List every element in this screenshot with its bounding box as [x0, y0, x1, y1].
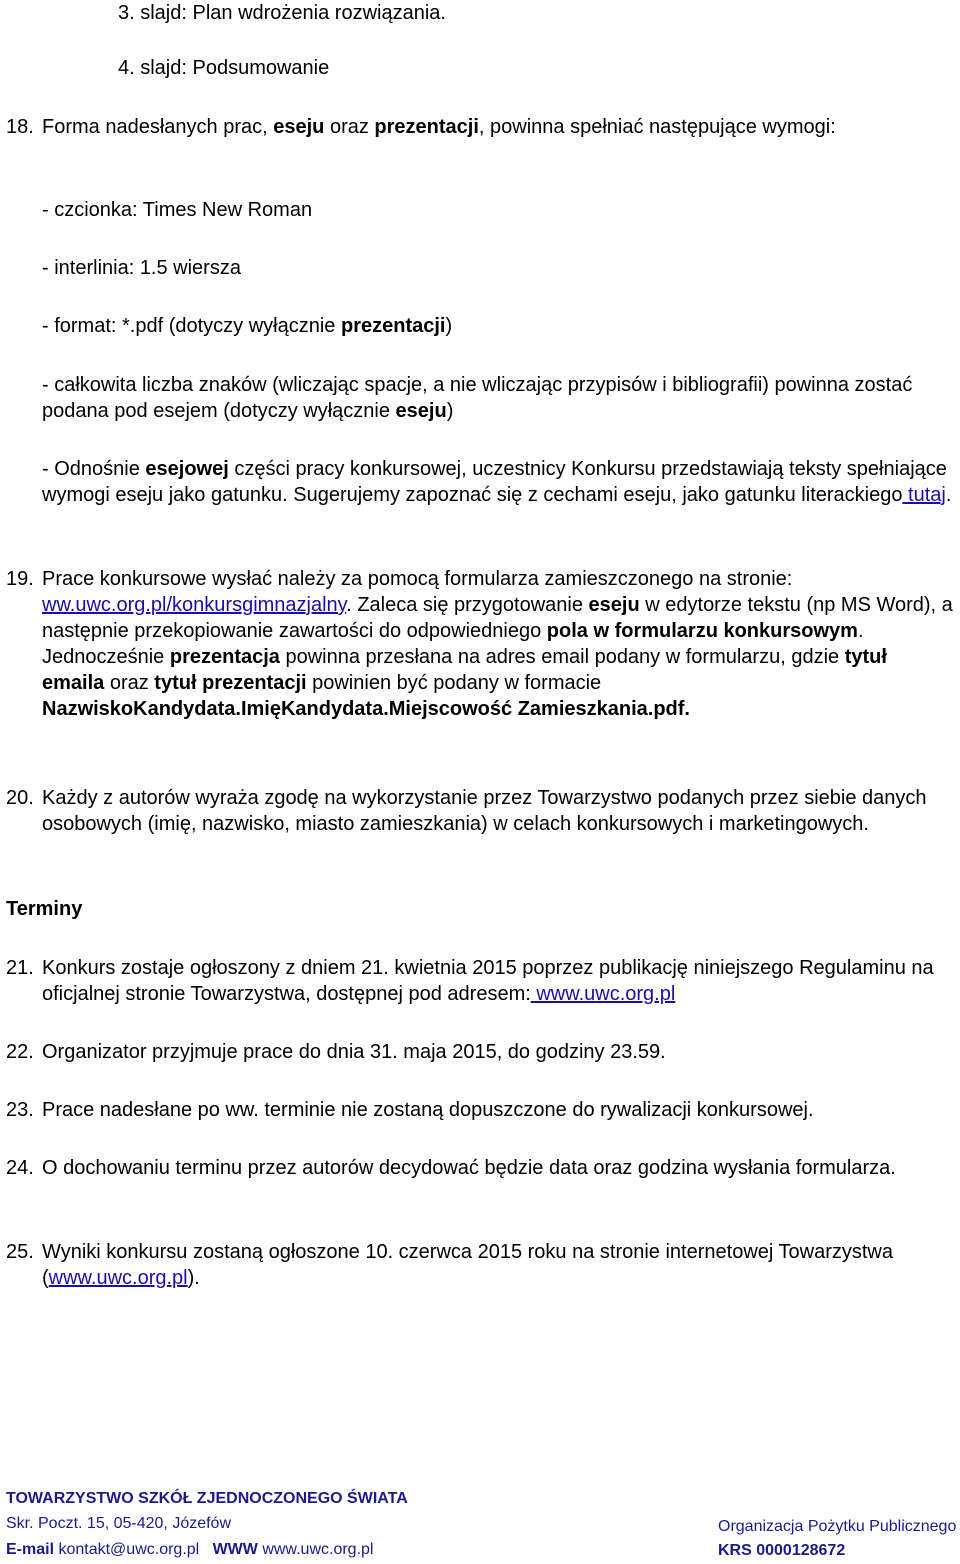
slide-item-3: 3. slajd: Plan wdrożenia rozwiązania. — [118, 2, 446, 24]
item-number-23: 23. — [6, 1099, 34, 1121]
requirement-format: - format: *.pdf (dotyczy wyłącznie prezentacji) — [42, 315, 453, 337]
footer-org-name: TOWARZYSTWO SZKÓŁ ZJEDNOCZONEGO ŚWIATA — [6, 1490, 408, 1507]
contest-form-link[interactable]: ww.uwc.org.pl/konkursgimnazjalny — [42, 594, 347, 616]
item-number-25: 25. — [6, 1241, 34, 1263]
slide-item-4: 4. slajd: Podsumowanie — [118, 57, 330, 79]
requirement-spacing: - interlinia: 1.5 wiersza — [42, 257, 241, 279]
footer-address: Skr. Poczt. 15, 05-420, Józefów — [6, 1515, 232, 1532]
essay-genre-link[interactable]: tutaj — [902, 484, 946, 506]
item-number-22: 22. — [6, 1041, 34, 1063]
item-number-24: 24. — [6, 1157, 34, 1179]
footer-www-link[interactable]: www.uwc.org.pl — [257, 1541, 374, 1558]
requirement-essay: - Odnośnie esejowej części pracy konkursowej, uczestnicy Konkursu przedstawiają teksty spełniające wymogi eseju jako gatunku. Sugerujemy zapoznać się z cechami eseju, jako gatunku literackiego tutaj. — [42, 458, 952, 506]
results-website-link[interactable]: www.uwc.org.pl — [48, 1267, 188, 1289]
item-number-20: 20. — [6, 787, 34, 809]
item-number-18: 18. — [6, 116, 34, 138]
item-22-text: Organizator przyjmuje prace do dnia 31. maja 2015, do godziny 23.59. — [42, 1041, 666, 1063]
requirement-font: - czcionka: Times New Roman — [42, 199, 313, 221]
item-21-text: Konkurs zostaje ogłoszony z dniem 21. kwietnia 2015 poprzez publikację niniejszego Regulaminu na oficjalnej stronie Towarzystwa, dostępnej pod adresem: www.uwc.org.pl — [42, 957, 934, 1005]
footer-contact: E-mail kontakt@uwc.org.pl WWW www.uwc.org.pl — [6, 1541, 374, 1558]
item-number-19: 19. — [6, 568, 34, 590]
requirement-char-count: - całkowita liczba znaków (wliczając spacje, a nie wliczając przypisów i bibliografii) powinna zostać podana pod esejem (dotyczy wyłącznie eseju) — [42, 374, 913, 422]
footer-email-link[interactable]: kontakt@uwc.org.pl — [54, 1541, 200, 1558]
item-23-text: Prace nadesłane po ww. terminie nie zostaną dopuszczone do rywalizacji konkursowej. — [42, 1099, 814, 1121]
item-25-text: Wyniki konkursu zostaną ogłoszone 10. czerwca 2015 roku na stronie internetowej Towarzystwa (www.uwc.org.pl). — [42, 1241, 893, 1289]
item-20-text: Każdy z autorów wyraża zgodę na wykorzystanie przez Towarzystwo podanych przez siebie danych osobowych (imię, nazwisko, miasto zamieszkania) w celach konkursowych i marketingowych. — [42, 787, 927, 835]
item-18-text: Forma nadesłanych prac, eseju oraz prezentacji, powinna spełniać następujące wymogi: — [42, 116, 836, 138]
footer-krs: KRS 0000128672 — [718, 1542, 846, 1559]
website-link[interactable]: www.uwc.org.pl — [530, 983, 676, 1005]
item-number-21: 21. — [6, 957, 34, 979]
item-24-text: O dochowaniu terminu przez autorów decydować będzie data oraz godzina wysłania formularza. — [42, 1157, 896, 1179]
section-heading-terminy: Terminy — [6, 898, 83, 920]
footer-opp: Organizacja Pożytku Publicznego — [718, 1518, 957, 1535]
item-19-text: Prace konkursowe wysłać należy za pomocą formularza zamieszczonego na stronie: ww.uwc.org.pl/konkursgimnazjalny. Zaleca się przygotowanie eseju w edytorze tekstu (np MS Word), a następnie przekopiowanie zawartości do odpowiedniego pola w formularzu konkursowym. Jednocześnie prezentacja powinna przesłana na adres email podany w formularzu, gdzie tytuł emaila oraz tytuł prezentacji powinien być podany w formacie NazwiskoKandydata.ImięKandydata.Miejscowość Zamieszkania.pdf. — [42, 568, 953, 720]
